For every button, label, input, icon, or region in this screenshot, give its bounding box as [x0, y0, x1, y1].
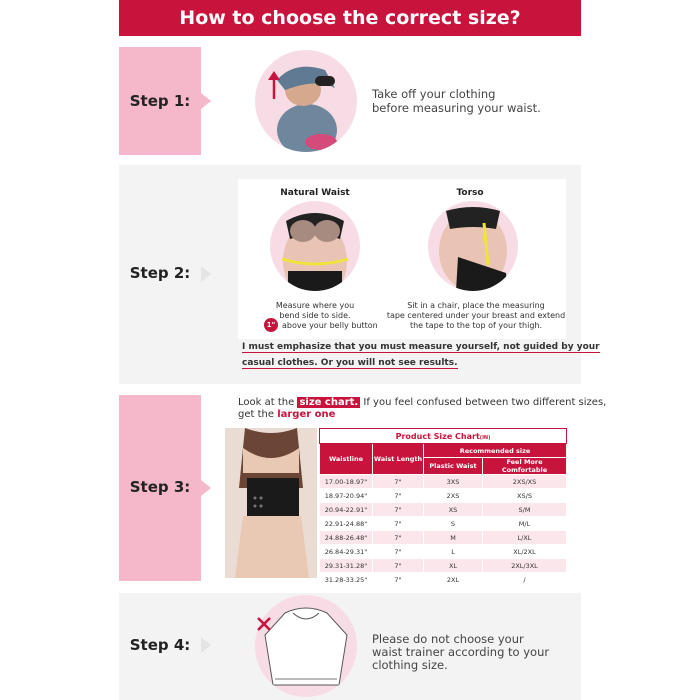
size-chart-cell: 24.88-26.48" [320, 531, 373, 545]
size-chart-highlight: size chart. [299, 397, 359, 408]
size-chart-row [320, 475, 567, 489]
col-header-plastic: Plastic Waist [424, 458, 483, 475]
size-chart-cell: 7" [373, 517, 424, 531]
torso-caption-line3: the tape to the top of your thigh. [409, 321, 543, 330]
size-chart-cell: M [424, 531, 483, 545]
step-2-tag-arrow [201, 266, 211, 282]
model-photo [225, 428, 317, 578]
size-chart-cell: 7" [373, 503, 424, 517]
emphasis-line1: I must emphasize that you must measure yourself, not guided by your [242, 342, 600, 352]
step-4-label: Step 4: [129, 636, 191, 654]
step-4-tag-arrow [201, 637, 211, 653]
size-chart-table [319, 428, 567, 587]
page-title: How to choose the correct size? [179, 7, 521, 29]
step-4-text-line2: waist trainer according to your [372, 645, 550, 659]
step-3-tag-arrow [201, 480, 211, 496]
size-chart-cell: 26.84-29.31" [320, 545, 373, 559]
size-chart-cell: 7" [373, 475, 424, 489]
size-chart-cell: 7" [373, 545, 424, 559]
torso-title: Torso [456, 188, 484, 198]
size-chart-cell: 17.00-18.97" [320, 475, 373, 489]
size-chart-cell: XL/2XL [483, 545, 567, 559]
size-chart-cell: 2XS/XS [483, 475, 567, 489]
size-chart-cell: M/L [483, 517, 567, 531]
col-header-comfortable: Feel More Comfortable [483, 458, 567, 475]
step-4-text-line3: clothing size. [372, 658, 448, 672]
size-chart-title-text: Product Size Chart [395, 431, 480, 441]
size-chart-cell: / [483, 573, 567, 587]
size-chart-unit: (IN) [479, 434, 491, 441]
emphasis-line2: casual clothes. Or you will not see results. [242, 358, 458, 368]
step-1-label: Step 1: [129, 92, 191, 110]
size-chart-row [320, 489, 567, 503]
size-chart-cell: 2XL [424, 573, 483, 587]
step-3-intro-line1 [238, 397, 606, 408]
natural-waist-caption-line3: above your belly button [282, 321, 378, 330]
step-3-label: Step 3: [129, 478, 191, 496]
torso-caption-line1: Sit in a chair, place the measuring [407, 301, 545, 310]
size-chart-row [320, 573, 567, 587]
size-chart-cell: XS/S [483, 489, 567, 503]
col-header-waistline: Waistline [320, 444, 373, 475]
size-chart-cell: S/M [483, 503, 567, 517]
intro-text-a: Look at the [238, 397, 295, 408]
larger-one-highlight: larger one [277, 409, 336, 420]
step-1-text-line1: Take off your clothing [372, 87, 496, 101]
natural-waist-caption-line1: Measure where you [275, 301, 355, 310]
size-chart-cell: 20.94-22.91" [320, 503, 373, 517]
cross-icon [256, 616, 272, 632]
size-chart-body [320, 475, 567, 587]
size-chart-title [320, 429, 567, 444]
natural-waist-illustration [270, 201, 360, 291]
size-chart-row [320, 545, 567, 559]
size-chart-cell: 7" [373, 489, 424, 503]
one-inch-badge: 1" [264, 318, 278, 332]
size-chart-row [320, 559, 567, 573]
size-chart-cell: 29.31-31.28" [320, 559, 373, 573]
size-chart-row [320, 503, 567, 517]
size-chart-cell: 7" [373, 559, 424, 573]
step-4-text-line1: Please do not choose your [372, 632, 524, 646]
size-chart-cell: 2XL/3XL [483, 559, 567, 573]
intro-text-c: get the [238, 409, 275, 420]
sweatshirt-illustration [255, 595, 357, 697]
size-chart-row [320, 531, 567, 545]
size-chart-cell: XL [424, 559, 483, 573]
intro-text-b: If you feel confused between two different sizes, [363, 397, 607, 408]
col-header-length: Waist Length [373, 444, 424, 475]
step-3-intro-line2 [238, 409, 335, 420]
size-chart-cell: 31.28-33.25" [320, 573, 373, 587]
step-2-label: Step 2: [129, 264, 191, 282]
natural-waist-title: Natural Waist [280, 188, 350, 198]
size-chart-cell: XS [424, 503, 483, 517]
size-chart-cell: 7" [373, 573, 424, 587]
size-chart-cell: S [424, 517, 483, 531]
step-1-photo [255, 50, 357, 152]
size-chart-cell: L [424, 545, 483, 559]
size-chart-cell: 22.91-24.88" [320, 517, 373, 531]
arrow-up-icon [267, 70, 281, 100]
col-header-recommended: Recommended size [424, 444, 567, 458]
size-chart-cell: 3XS [424, 475, 483, 489]
torso-caption-line2: tape centered under your breast and extend [386, 311, 566, 320]
size-chart-cell: 7" [373, 531, 424, 545]
step-1-tag-arrow [201, 93, 211, 109]
torso-illustration [428, 201, 518, 291]
size-chart-cell: L/XL [483, 531, 567, 545]
size-chart-row [320, 517, 567, 531]
step-1-text-line2: before measuring your waist. [372, 101, 541, 115]
size-chart-cell: 18.97-20.94" [320, 489, 373, 503]
size-chart-cell: 2XS [424, 489, 483, 503]
natural-waist-caption-line2: bend side to side. [279, 311, 351, 320]
